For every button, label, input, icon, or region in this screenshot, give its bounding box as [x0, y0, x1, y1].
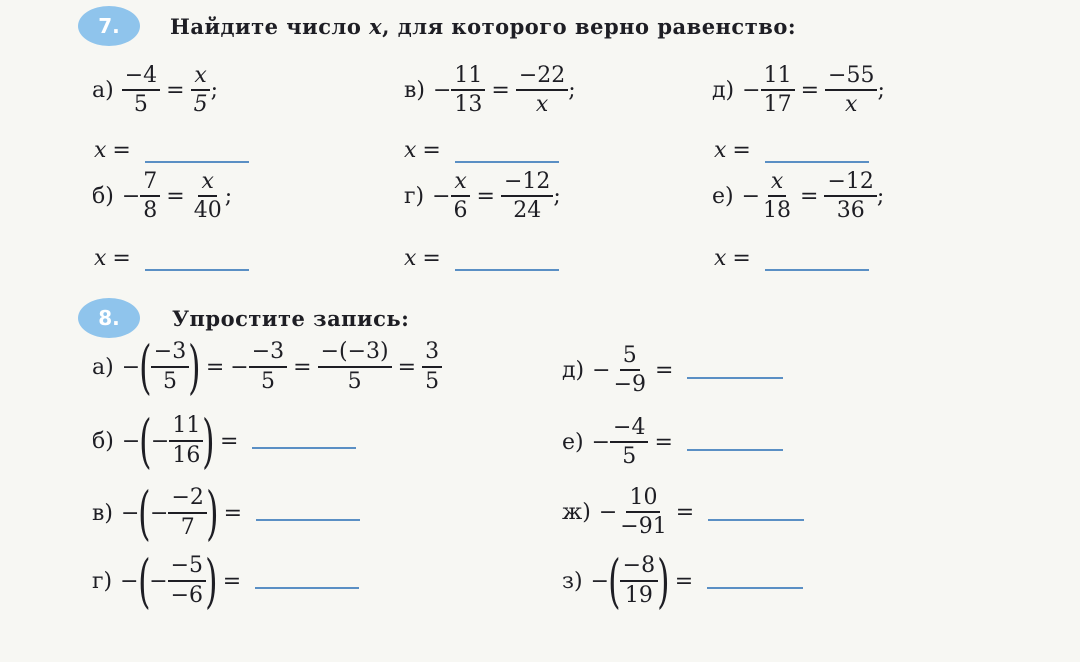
task-8-equation-v: в) − ( − $\frac{-2}{7}$ ) = [92, 484, 360, 542]
task-8-equation-e: е) − $\frac{-4}{5}$ = [562, 416, 783, 469]
task-7-equation-v: в) − $\frac{11}{13}$ = $\frac{-22}{x}$ ; [404, 63, 576, 118]
task-7-badge: 7. [78, 6, 140, 46]
task-8-answer-zh[interactable] [708, 505, 804, 521]
task-7-answer-e[interactable]: x = [714, 246, 869, 271]
task-8-equation-g: г) − ( − $\frac{-5}{-6}$ ) = [92, 552, 359, 610]
task-8-badge: 8. [78, 298, 140, 338]
task-8-equation-a: а) − ( $\frac{-3}{5}$ ) = − $\frac{-3}{5}$ = $\frac{-(-3)}{5}$ = $\frac{3}{5}$ [92, 338, 442, 396]
task-8-answer-z[interactable] [707, 573, 803, 589]
task-8-answer-g[interactable] [255, 573, 359, 589]
task-8-heading: Упростите запись: [172, 306, 410, 331]
task-8-answer-e[interactable] [687, 435, 783, 451]
task-8-equation-zh: ж) − $\frac{10}{-91}$ = [562, 486, 804, 539]
task-7-answer-g[interactable]: x = [404, 246, 559, 271]
task-7-heading: Найдите число x, для которого верно равенство: [170, 14, 797, 39]
task-7-equation-b: б) − $\frac{7}{8}$ = $\frac{x}{40}$ ; [92, 169, 233, 224]
task-8-equation-z: з) − ( $\frac{-8}{19}$ ) = [562, 552, 803, 610]
task-7-equation-e: е) − $\frac{x}{18}$ = $\frac{-12}{36}$ ; [712, 169, 885, 224]
task-8-equation-b: б) − ( − $\frac{11}{16}$ ) = [92, 412, 356, 470]
task-7-equation-d: д) − $\frac{11}{17}$ = $\frac{-55}{x}$ ; [712, 63, 885, 118]
task-7-answer-a[interactable]: x = [94, 138, 249, 163]
task-7-answer-v[interactable]: x = [404, 138, 559, 163]
task-8-answer-v[interactable] [256, 505, 360, 521]
task-7-answer-b[interactable]: x = [94, 246, 249, 271]
task-8-equation-d: д) − $\frac{5}{-9}$ = [562, 344, 783, 397]
task-7-equation-a: а) $\frac{-4}{5}$ = $\frac{x}{5}$ ; [92, 63, 218, 118]
task-8-answer-d[interactable] [687, 363, 783, 379]
task-7-equation-g: г) − $\frac{x}{6}$ = $\frac{-12}{24}$ ; [404, 169, 561, 224]
task-7-answer-d[interactable]: x = [714, 138, 869, 163]
task-8-answer-b[interactable] [252, 433, 356, 449]
